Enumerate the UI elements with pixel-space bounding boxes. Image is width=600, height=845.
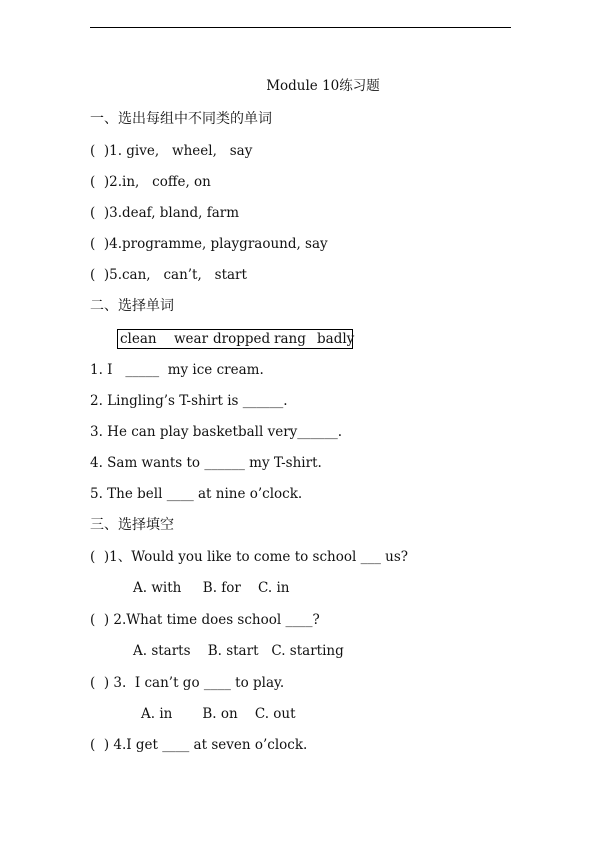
section-3-question-4: ( ) 4.I get ____ at seven o’clock. — [90, 737, 308, 753]
section-3-question-1: ( )1、Would you like to come to school ___ us? — [90, 549, 408, 565]
word-bank-word-5: badly — [317, 331, 355, 347]
section-1-item-1: ( )1. give, wheel, say — [90, 143, 253, 159]
header-rule — [90, 27, 511, 28]
section-2-item-2: 2. Lingling’s T-shirt is ______. — [90, 393, 288, 409]
page-title: Module 10练习题 — [266, 78, 380, 94]
section-3-options-3: A. in B. on C. out — [141, 706, 296, 722]
section-1-item-5: ( )5.can, can’t, start — [90, 267, 247, 283]
section-2-item-4: 4. Sam wants to ______ my T-shirt. — [90, 455, 322, 471]
word-bank-box — [117, 329, 353, 349]
word-bank-word-4: rang — [274, 331, 306, 347]
section-1-heading: 一、选出每组中不同类的单词 — [90, 111, 272, 127]
section-2-item-5: 5. The bell ____ at nine o’clock. — [90, 486, 303, 502]
section-1-item-3: ( )3.deaf, bland, farm — [90, 205, 240, 221]
word-bank-word-1: clean — [120, 331, 157, 347]
section-2-item-3: 3. He can play basketball very______. — [90, 424, 343, 440]
section-3-options-1: A. with B. for C. in — [133, 580, 290, 596]
section-3-question-3: ( ) 3. I can’t go ____ to play. — [90, 675, 285, 691]
section-2-heading: 二、选择单词 — [90, 298, 174, 314]
section-3-question-2: ( ) 2.What time does school ____? — [90, 612, 320, 628]
word-bank-word-2: wear — [174, 331, 209, 347]
section-2-item-1: 1. I _____ my ice cream. — [90, 362, 264, 378]
section-1-item-4: ( )4.programme, playgraound, say — [90, 236, 328, 252]
word-bank-word-3: dropped — [213, 331, 271, 347]
section-3-heading: 三、选择填空 — [90, 517, 174, 533]
section-3-options-2: A. starts B. start C. starting — [133, 643, 344, 659]
section-1-item-2: ( )2.in, coffe, on — [90, 174, 211, 190]
